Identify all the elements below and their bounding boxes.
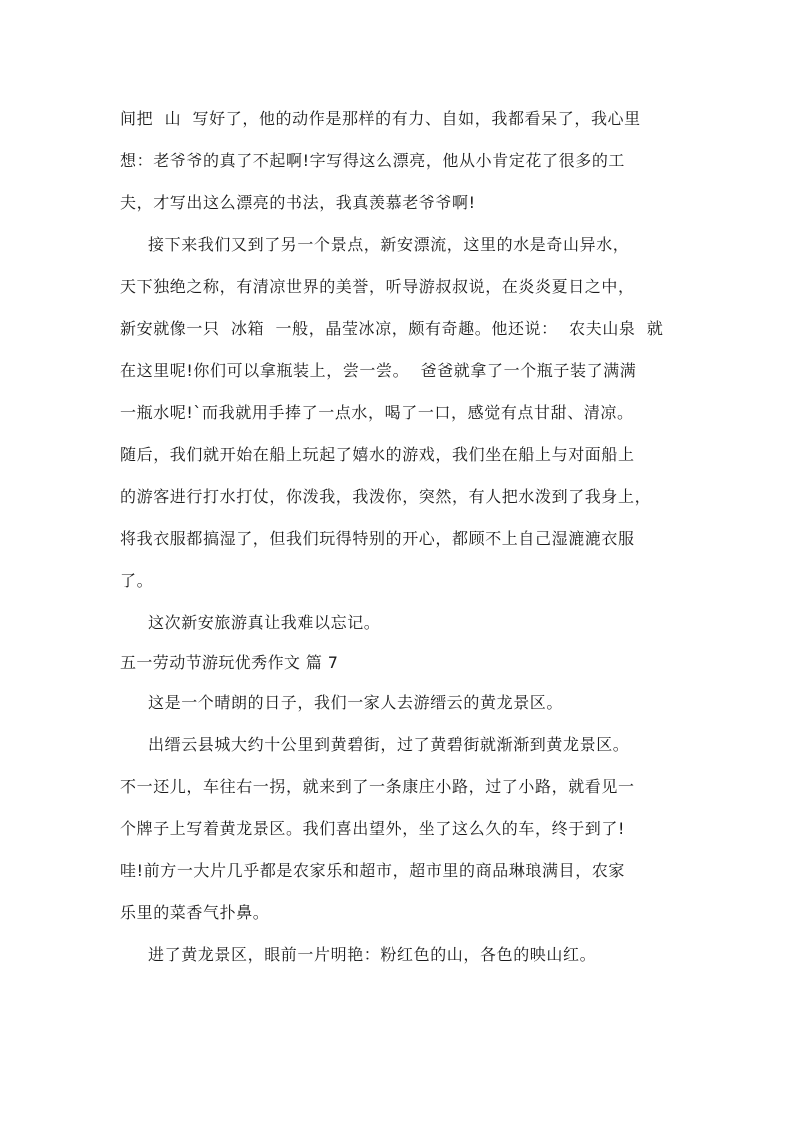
text-line: 了。: [120, 571, 154, 590]
text-line: 乐里的菜香气扑鼻。: [120, 903, 270, 922]
text-line: 随后，我们就开始在船上玩起了嬉水的游戏，我们坐在船上与对面船上: [120, 445, 635, 464]
text-line: 哇!前方一大片几乎都是农家乐和超市，超市里的商品琳琅满目，农家: [120, 861, 626, 880]
text-line: 新安就像一只 冰箱 一般，晶莹冰凉，颇有奇趣。他还说： 农夫山泉 就: [120, 319, 664, 338]
text-line: 在这里呢!你们可以拿瓶装上，尝一尝。 爸爸就拿了一个瓶子装了满满: [120, 361, 637, 380]
text-line: 不一还儿，车往右一拐，就来到了一条康庄小路，过了小路，就看见一: [120, 777, 635, 796]
paragraph-start-line: 这次新安旅游真让我难以忘记。: [148, 613, 381, 632]
text-line: 一瓶水呢!`而我就用手捧了一点水，喝了一口，感觉有点甘甜、清凉。: [120, 403, 634, 422]
text-line: 夫，才写出这么漂亮的书法，我真羡慕老爷爷啊!: [120, 193, 476, 212]
text-line: 的游客进行打水打仗，你泼我，我泼你，突然，有人把水泼到了我身上，: [120, 487, 652, 506]
section-heading: 五一劳动节游玩优秀作文 篇 7: [120, 653, 339, 672]
paragraph-start-line: 进了黄龙景区，眼前一片明艳：粉红色的山，各色的映山红。: [148, 945, 597, 964]
text-line: 天下独绝之称，有清凉世界的美誉，听导游叔叔说，在炎炎夏日之中，: [120, 277, 635, 296]
document-body: [120, 98, 676, 976]
text-line: 个牌子上写着黄龙景区。我们喜出望外，坐了这么久的车，终于到了!: [120, 819, 626, 838]
text-line: 间把 山 写好了，他的动作是那样的有力、自如，我都看呆了，我心里: [120, 109, 641, 128]
text-line: 想：老爷爷的真了不起啊!字写得这么漂亮，他从小肯定花了很多的工: [120, 151, 626, 170]
paragraph-start-line: 出缙云县城大约十公里到黄碧街，过了黄碧街就渐渐到黄龙景区。: [148, 735, 630, 754]
text-line: 将我衣服都搞湿了，但我们玩得特别的开心，都顾不上自己湿漉漉衣服: [120, 529, 635, 548]
paragraph-start-line: 接下来我们又到了另一个景点，新安漂流，这里的水是奇山异水，: [148, 235, 630, 254]
paragraph-start-line: 这是一个晴朗的日子，我们一家人去游缙云的黄龙景区。: [148, 693, 564, 712]
